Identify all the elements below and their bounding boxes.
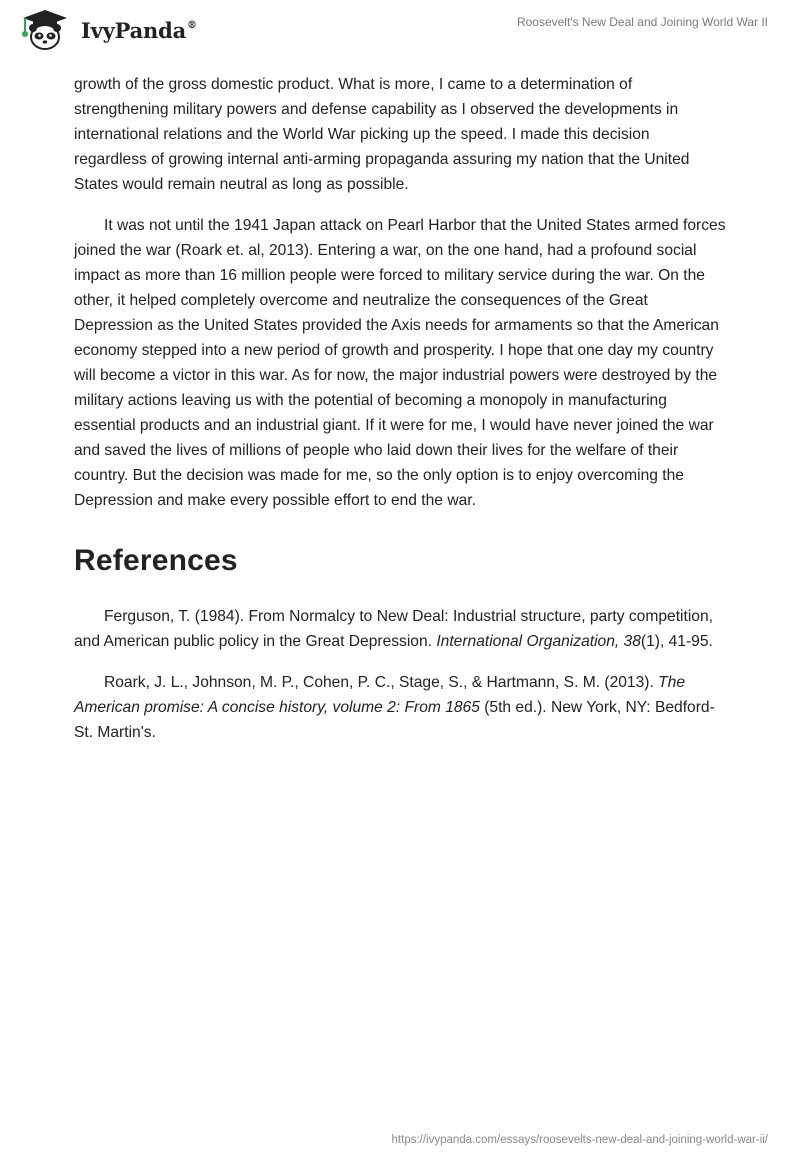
panda-graduation-cap-icon xyxy=(15,8,75,52)
source-url-link[interactable]: https://ivypanda.com/essays/roosevelts-new-deal-and-joining-world-war-ii/ xyxy=(391,1134,768,1146)
reference-text-end: (5th ed.). New York, NY: Bedford-St. Martin's. xyxy=(74,699,715,741)
reference-text-end: (1), 41-95. xyxy=(640,633,713,650)
body-paragraph-1: growth of the gross domestic product. What is more, I came to a determination of strengthening military powers and defense capability as I observed the developments in international relations and the World War picking up the speed. I made this decision regardless of growing internal anti-arming propaganda assuring my nation that the United States would remain neutral as long as possible. xyxy=(74,76,690,193)
ivypanda-logo[interactable] xyxy=(15,8,197,52)
body-paragraph-2: It was not until the 1941 Japan attack on Pearl Harbor that the United States armed forces joined the war (Roark et. al, 2013). Entering a war, on the one hand, had a profound social impact as more than 16 million people were forced to military service during the war. On the other, it helped completely overcome and neutralize the consequences of the Great Depression as the United States provided the Axis needs for armaments so that the American economy stepped into a new period of growth and prosperity. I hope that one day my country will become a victor in this war. As for now, the major industrial powers were destroyed by the military actions leaving us with the potential of becoming a monopoly in manufacturing essential products and an industrial giant. If it were for me, I would have never joined the war and saved the lives of millions of people who laid down their lives for the welfare of their country. But the decision was made for me, so the only option is to enjoy overcoming the Depression and make every possible effort to end the war. xyxy=(74,217,726,509)
reference-text: Roark, J. L., Johnson, M. P., Cohen, P. C., Stage, S., & Hartmann, S. M. (2013). xyxy=(104,674,659,691)
page-header xyxy=(0,0,800,64)
essay-content xyxy=(74,72,726,745)
document-title: Roosevelt's New Deal and Joining World War II xyxy=(516,15,768,29)
reference-text: Ferguson, T. (1984). From Normalcy to New Deal: Industrial structure, party competition, and American public policy in the Great Depression. xyxy=(74,608,713,650)
brand-name: IvyPanda® xyxy=(81,17,197,43)
references-heading: References xyxy=(74,544,238,577)
reference-item xyxy=(74,670,726,745)
reference-source-title: The American promise: A concise history, volume 2: From 1865 xyxy=(74,674,685,716)
reference-source-title: International Organization, 38 xyxy=(436,633,641,650)
reference-item xyxy=(74,604,726,654)
